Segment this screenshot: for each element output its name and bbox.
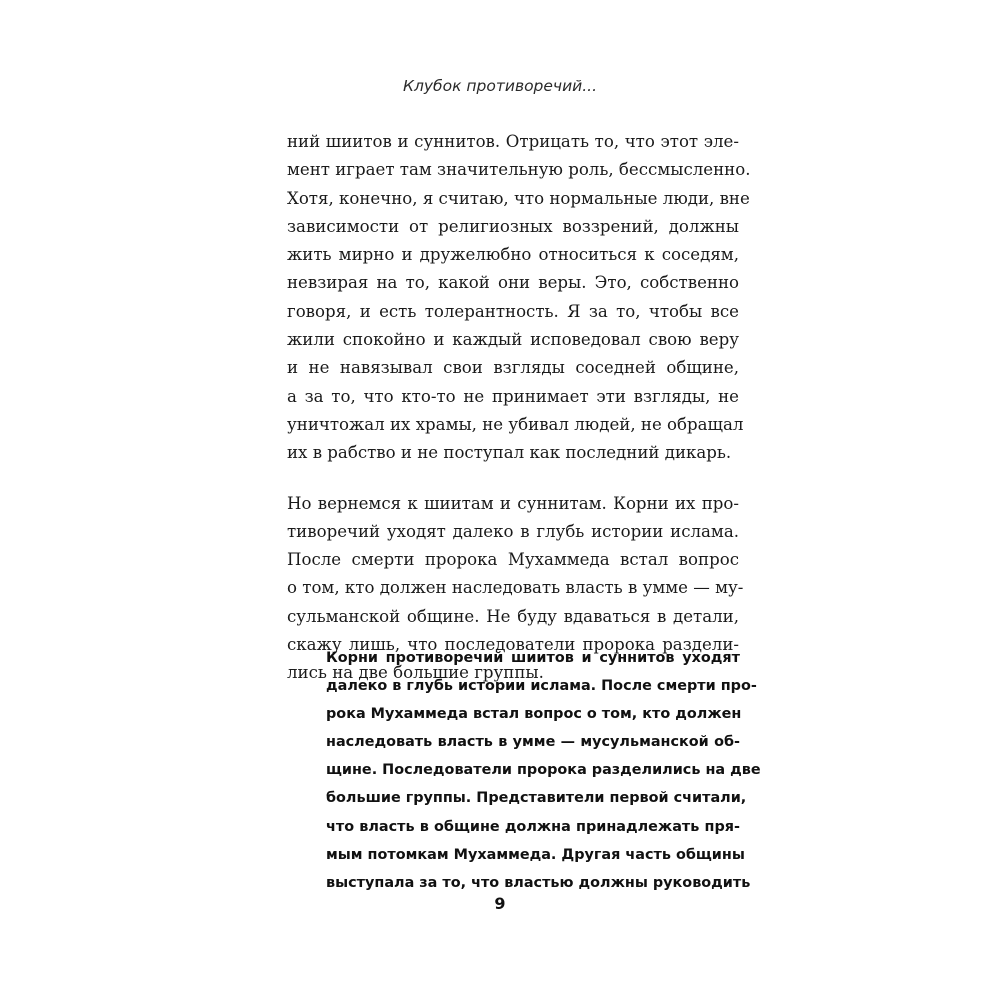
text-line: их в рабство и не поступал как последний дикарь. [287, 443, 732, 463]
pull-quote-line: щине. Последователи пророка разделились на две [326, 762, 761, 779]
pull-quote-line: Корни противоречий шиитов и суннитов уходят [326, 650, 740, 666]
running-head: Клубок противоречий... [402, 77, 598, 95]
pull-quote-line: далеко в глубь истории ислама. После смерти про- [326, 678, 757, 695]
text-line: а за то, что кто-то не принимает эти взгляды, не [287, 386, 739, 406]
text-line: лись на две большие группы. [287, 663, 544, 683]
text-line: ний шиитов и суннитов. Отрицать то, что этот эле- [287, 132, 739, 151]
pull-quote-line: выступала за то, что властью должны руководить [326, 874, 751, 891]
pull-quote-line: большие группы. Представители первой считали, [326, 790, 747, 807]
paragraph-gap [287, 468, 739, 490]
text-line: о том, кто должен наследовать власть в умме — му- [287, 578, 744, 598]
text-line: тиворечий уходят далеко в глубь истории ислама. [287, 521, 739, 541]
text-line: невзирая на то, какой они веры. Это, собственно [287, 273, 739, 293]
body-text [287, 128, 751, 688]
text-line: сульманской общине. Не буду вдаваться в детали, [287, 606, 739, 626]
pull-quote-line: рока Мухаммеда встал вопрос о том, кто должен [326, 706, 742, 723]
text-line: жить мирно и дружелюбно относиться к соседям, [287, 245, 739, 265]
text-line: и не навязывал свои взгляды соседней общине, [287, 358, 739, 378]
text-line: говоря, и есть толерантность. Я за то, чтобы все [287, 301, 739, 321]
paragraph-1 [287, 128, 751, 468]
text-line: уничтожал их храмы, не убивал людей, не обращал [287, 414, 744, 434]
pull-quote-line: что власть в общине должна принадлежать пря- [326, 818, 740, 835]
page-number: 9 [494, 894, 506, 913]
text-line: мент играет там значительную роль, бессмысленно. [287, 160, 751, 180]
pull-quote [326, 644, 761, 897]
text-line: После смерти пророка Мухаммеда встал вопрос [287, 550, 739, 570]
text-line: скажу лишь, что последователи пророка раздели- [287, 635, 739, 655]
text-line: зависимости от религиозных воззрений, должны [287, 216, 739, 236]
pull-quote-line: наследовать власть в умме — мусульманской об- [326, 734, 740, 751]
pull-quote-line: мым потомкам Мухаммеда. Другая часть общины [326, 846, 745, 863]
text-line: Хотя, конечно, я считаю, что нормальные люди, вне [287, 188, 750, 208]
text-line: Но вернемся к шиитам и суннитам. Корни их про- [287, 493, 739, 513]
text-line: жили спокойно и каждый исповедовал свою веру [287, 330, 739, 350]
